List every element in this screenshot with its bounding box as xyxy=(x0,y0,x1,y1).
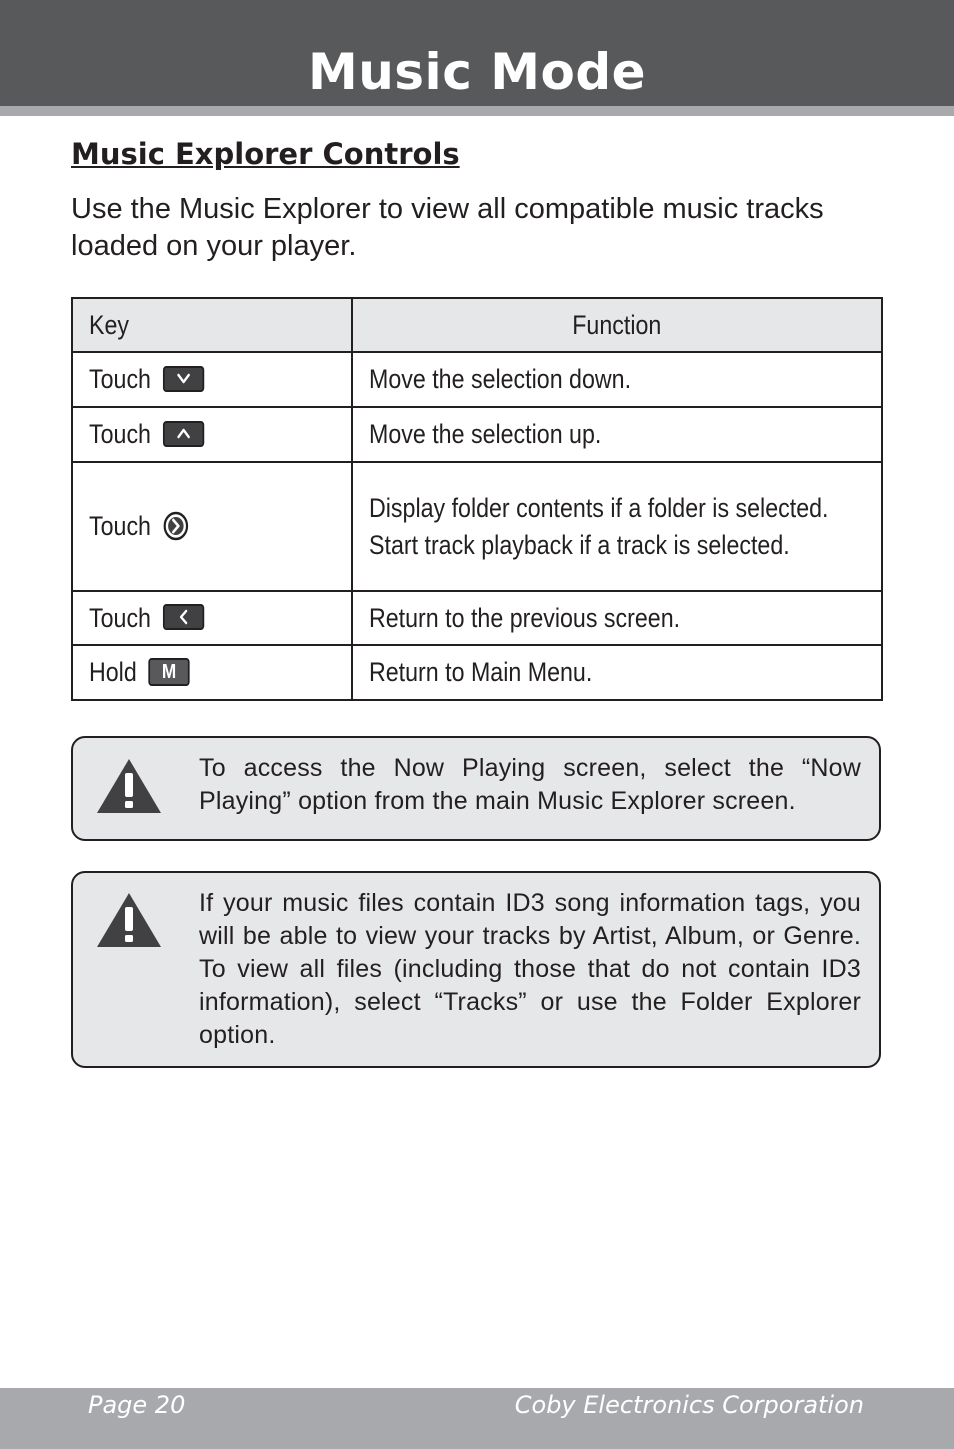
back-arrow-button-icon xyxy=(163,604,204,630)
key-cell: Touch xyxy=(72,407,352,462)
header-stripe xyxy=(0,106,954,116)
company-name: Coby Electronics Corporation xyxy=(514,1391,864,1419)
key-column-header: Key xyxy=(72,298,352,352)
circle-right-arrow-icon xyxy=(163,511,189,541)
function-column-header: Function xyxy=(352,298,882,352)
function-cell: Move the selection down. xyxy=(352,352,882,407)
page-title: Music Mode xyxy=(307,43,647,101)
down-arrow-button-icon xyxy=(163,366,204,392)
note-text: To access the Now Playing screen, select the “Now Playing” option from the main Music Explorer screen. xyxy=(199,754,861,815)
table-row xyxy=(72,591,882,645)
table-row xyxy=(72,462,882,591)
controls-table xyxy=(71,297,883,701)
table-row xyxy=(72,407,882,462)
function-cell: Return to Main Menu. xyxy=(352,645,882,700)
up-arrow-button-icon xyxy=(163,421,204,447)
key-cell: Touch xyxy=(72,591,352,645)
function-cell: Return to the previous screen. xyxy=(352,591,882,645)
warning-icon xyxy=(95,891,163,949)
intro-text: Use the Music Explorer to view all compatible music tracks loaded on your player. xyxy=(71,193,824,262)
m-button-icon: M xyxy=(148,658,189,686)
section-title: Music Explorer Controls xyxy=(71,137,460,171)
key-cell: Hold M xyxy=(72,645,352,700)
table-header-row xyxy=(72,298,882,352)
key-cell: Touch xyxy=(72,352,352,407)
function-cell: Display folder contents if a folder is selected. Start track playback if a track is selected. xyxy=(352,462,882,591)
function-cell: Move the selection up. xyxy=(352,407,882,462)
table-row xyxy=(72,352,882,407)
key-cell: Touch xyxy=(72,462,352,591)
table-row xyxy=(72,645,882,700)
note-box-now-playing xyxy=(71,736,881,841)
note-box-id3 xyxy=(71,871,881,1068)
page-number: Page 20 xyxy=(88,1391,186,1419)
note-text: If your music files contain ID3 song information tags, you will be able to view your tracks by Artist, Album, or Genre. To view all files (including those that do not contain ID3 information), select “Tracks” or use the Folder Explorer option. xyxy=(199,889,861,1049)
warning-icon xyxy=(95,757,163,815)
